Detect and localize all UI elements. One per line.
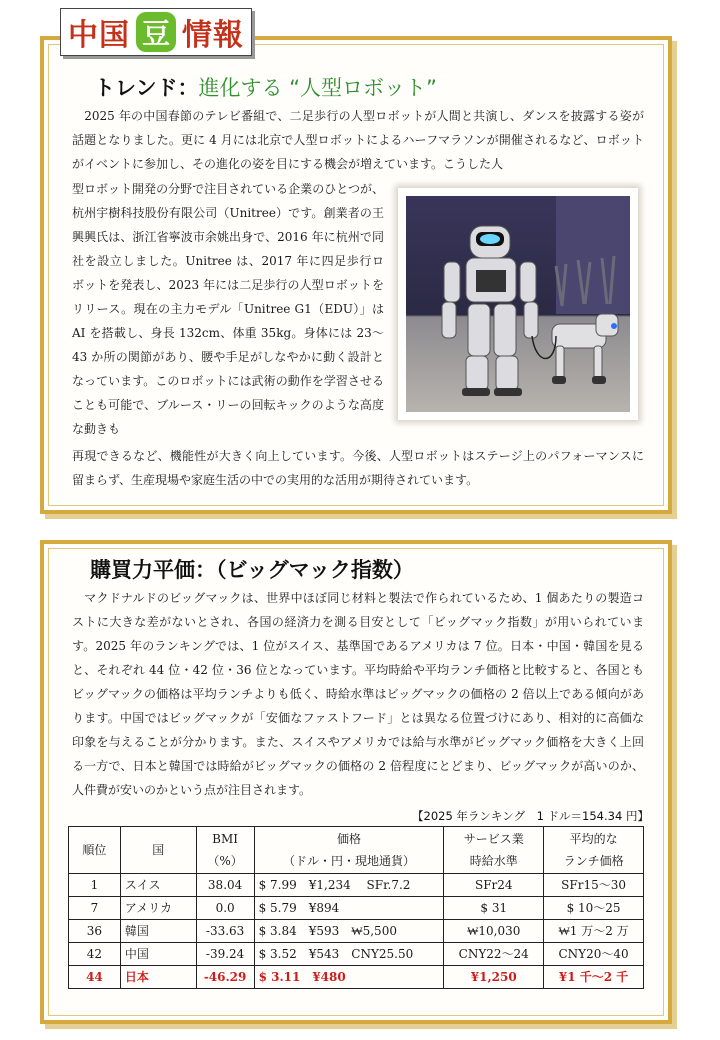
- cell-lunch: ₩1 万～2 万: [544, 920, 644, 943]
- col-header-country: 国: [120, 827, 196, 874]
- cell-wage: ₩10,030: [444, 920, 544, 943]
- cell-lunch: CNY20～40: [544, 943, 644, 966]
- header-char: 中: [68, 18, 99, 53]
- table-row: [69, 874, 644, 897]
- cell-rank: 7: [69, 897, 121, 920]
- cell-rank: 1: [69, 874, 121, 897]
- cell-bmi: 38.04: [196, 874, 254, 897]
- cell-bmi: 0.0: [196, 897, 254, 920]
- ranking-note: 【2025 年ランキング 1 ドル＝154.34 円】: [412, 809, 649, 823]
- col-header-price: 価格 （ドル・円・現地通貨）: [254, 827, 444, 874]
- cell-rank: 44: [69, 966, 121, 989]
- cell-price: $ 3.84 ¥593 ₩5,500: [254, 920, 444, 943]
- cell-wage: CNY22～24: [444, 943, 544, 966]
- cell-lunch: SFr15～30: [544, 874, 644, 897]
- bigmac-section: [40, 540, 672, 1024]
- trend-paragraph-top: 2025 年の中国春節のテレビ番組で、二足歩行の人型ロボットが人間と共演し、ダンスを披露する姿が話題となりました。更に 4 月には北京で人型ロボットによるハーフマラソンが開催されるなど、ロボットがイベントに参加し、その進化の姿を目にする機会が増えています。こうした人: [72, 109, 644, 171]
- bigmac-ranking-table: [68, 826, 644, 989]
- cell-bmi: -33.63: [196, 920, 254, 943]
- header-char: 報: [213, 18, 244, 53]
- trend-title-label: トレンド：: [94, 76, 199, 100]
- cell-price: $ 3.52 ¥543 CNY25.50: [254, 943, 444, 966]
- col-header-rank: 順位: [69, 827, 121, 874]
- trend-section: [40, 36, 672, 514]
- cell-lunch: $ 10～25: [544, 897, 644, 920]
- cell-country: アメリカ: [120, 897, 196, 920]
- robot-photo: [398, 188, 638, 420]
- cell-rank: 36: [69, 920, 121, 943]
- cell-bmi: -39.24: [196, 943, 254, 966]
- table-row: [69, 897, 644, 920]
- cell-price: $ 3.11 ¥480: [254, 966, 444, 989]
- trend-paragraph-bottom: 再現できるなど、機能性が大きく向上しています。今後、人型ロボットはステージ上のパフォーマンスに留まらず、生産現場や家庭生活の中での実用的な活用が期待されています。: [72, 449, 644, 487]
- cell-country: 韓国: [120, 920, 196, 943]
- col-header-wage: サービス業 時給水準: [444, 827, 544, 874]
- cell-wage: $ 31: [444, 897, 544, 920]
- header-char: 国: [99, 18, 130, 53]
- cell-wage: SFr24: [444, 874, 544, 897]
- trend-paragraph-left: 型ロボット開発の分野で注目されている企業のひとつが、杭州宇樹科技股份有限公司（Unitree）です。創業者の王興興氏は、浙江省寧波市余姚出身で、2016 年に杭州で同社を設立しました。Unitree は、2017 年に四足歩行ロボットを発表し、2023 年には二足歩行の人型ロボットをリリース。現在の主力モデル「Unitree G1（EDU）」は AI を搭載し、身長 132cm、体重 35kg。身体には 23～43 か所の関節があり、腰や手足がしなやかに動く設計となっています。このロボットには武術の動作を学習させることも可能で、ブルース・リーの回転キックのような高度な動きも: [72, 182, 384, 436]
- newsletter-header-tag: [60, 8, 252, 56]
- cell-country: スイス: [120, 874, 196, 897]
- header-char: 情: [182, 18, 213, 53]
- robot-illustration: [406, 196, 630, 412]
- cell-lunch: ¥1 千～2 千: [544, 966, 644, 989]
- table-row: [69, 943, 644, 966]
- table-row: [69, 920, 644, 943]
- cell-wage: ¥1,250: [444, 966, 544, 989]
- cell-rank: 42: [69, 943, 121, 966]
- bigmac-title: 購買力平価：（ビッグマック指数）: [90, 558, 414, 582]
- cell-bmi: -46.29: [196, 966, 254, 989]
- cell-country: 日本: [120, 966, 196, 989]
- bean-badge: 豆: [136, 12, 176, 52]
- cell-price: $ 7.99 ¥1,234 SFr.7.2: [254, 874, 444, 897]
- col-header-lunch: 平均的な ランチ価格: [544, 827, 644, 874]
- trend-title-highlight: 進化する “人型ロボット”: [198, 76, 437, 100]
- table-row-japan: [69, 966, 644, 989]
- cell-country: 中国: [120, 943, 196, 966]
- bigmac-paragraph: マクドナルドのビッグマックは、世界中ほぼ同じ材料と製法で作られているため、1 個あたりの製造コストに大きな差がないとされ、各国の経済力を測る目安として「ビッグマック指数」が用いられています。2025 年のランキングでは、1 位がスイス、基準国であるアメリカは 7 位。日本・中国・韓国を見ると、それぞれ 44 位・42 位・36 位となっています。平均時給や平均ランチ価格と比較すると、各国ともビッグマックの価格は平均ランチよりも低く、時給水準はビッグマックの価格の 2 倍以上である傾向があります。中国ではビッグマックが「安価なファストフード」とは異なる位置づけにあり、相対的に高価な印象を与えることが分かります。また、スイスやアメリカでは給与水準がビッグマック価格を大きく上回る一方で、日本と韓国では時給がビッグマックの価格の 2 倍程度にとどまり、ビッグマックが高いのか、人件費が安いのかという点が注目されます。: [72, 591, 644, 797]
- cell-price: $ 5.79 ¥894: [254, 897, 444, 920]
- table-header-row: [69, 827, 644, 874]
- col-header-bmi: BMI （%）: [196, 827, 254, 874]
- trend-title: [94, 72, 437, 102]
